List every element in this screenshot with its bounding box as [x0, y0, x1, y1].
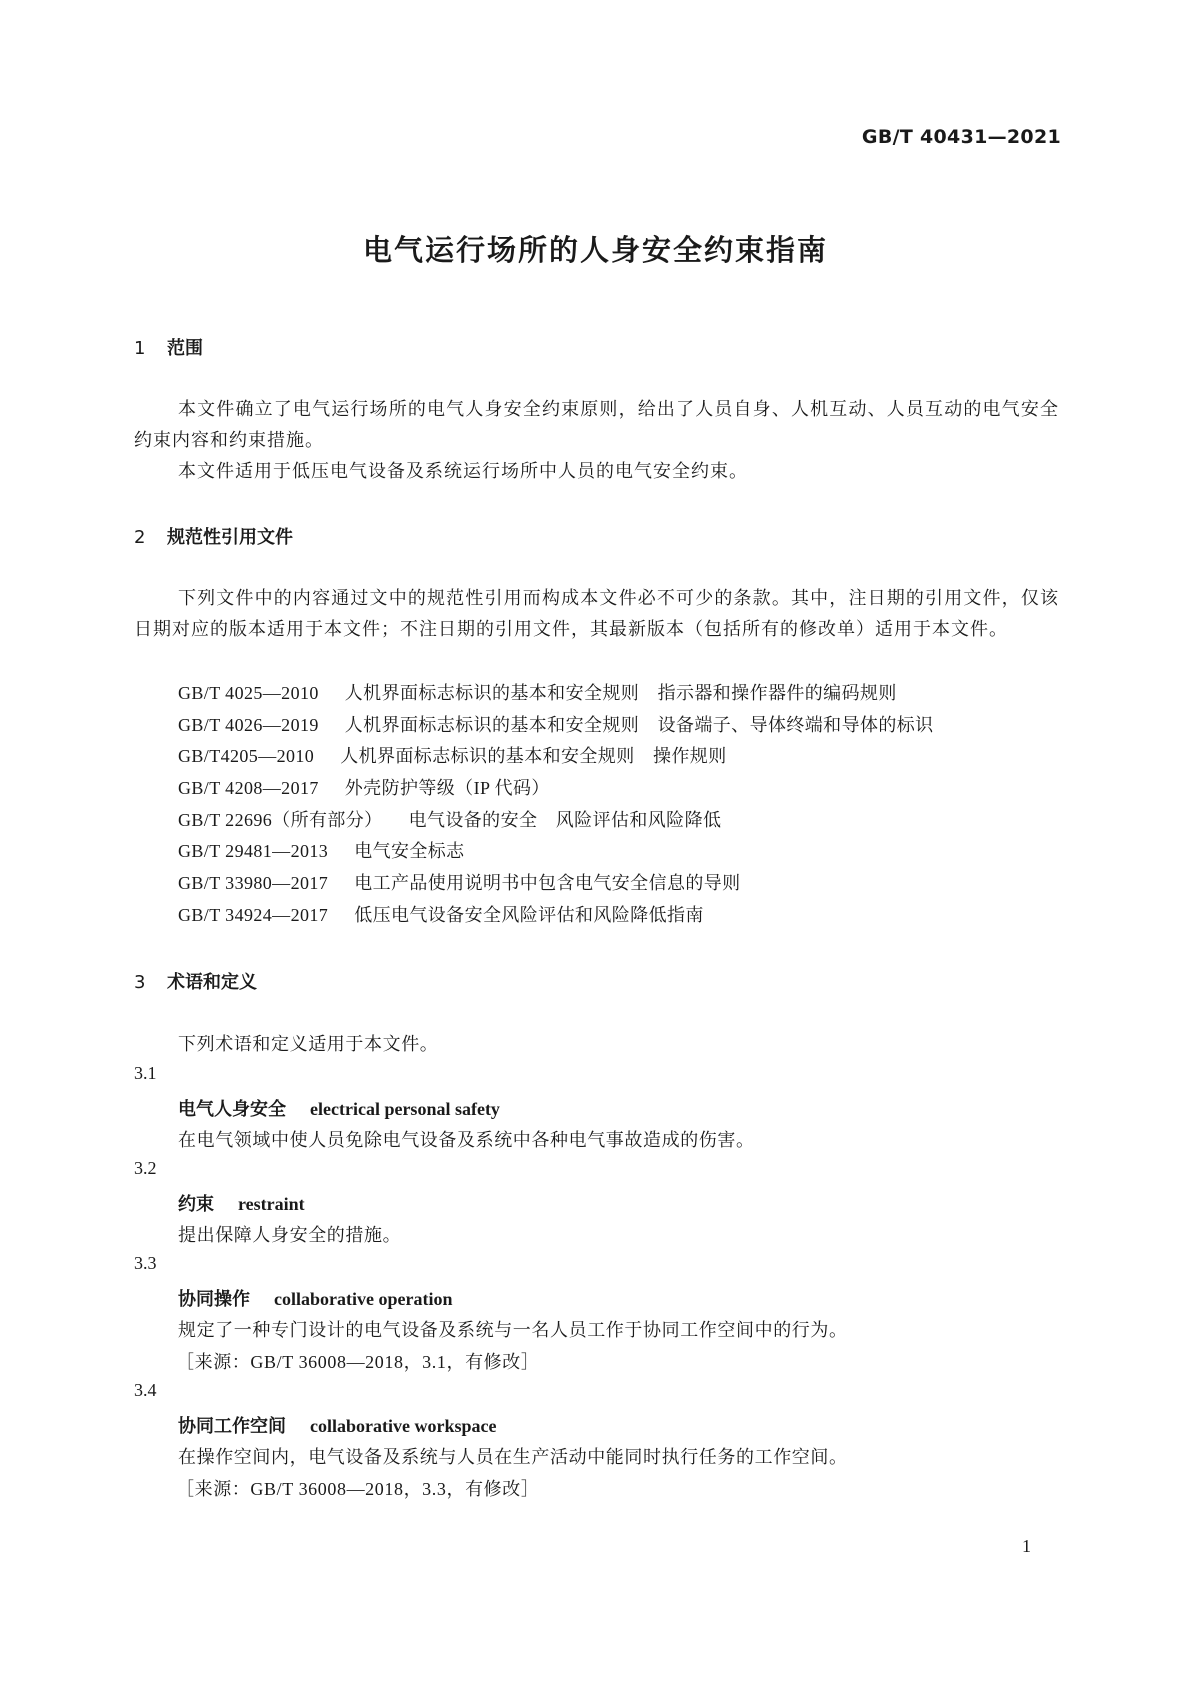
reference-item [178, 773, 934, 805]
term-definition: 提出保障人身安全的措施。 [178, 1225, 402, 1245]
reference-title: 低压电气设备安全风险评估和风险降低指南 [354, 904, 704, 925]
reference-title: 电气设备的安全 风险评估和风险降低 [408, 809, 722, 830]
term-definition: 规定了一种专门设计的电气设备及系统与一名人员工作于协同工作空间中的行为。 [178, 1320, 848, 1340]
section-title: 规范性引用文件 [167, 527, 293, 548]
term-heading [178, 1412, 496, 1438]
document-code: GB/T 40431—2021 [861, 126, 1061, 148]
term-number: 3.1 [134, 1063, 157, 1083]
reference-code: GB/T4205—2010 [178, 746, 315, 767]
reference-code: GB/T 33980—2017 [178, 873, 329, 894]
section-2-paragraph-1: 下列文件中的内容通过文中的规范性引用而构成本文件必不可少的条款。其中，注日期的引用文件，仅该日期对应的版本适用于本文件；不注日期的引用文件，其最新版本（包括所有的修改单）适用于本文件。 [134, 588, 1059, 639]
reference-title: 外壳防护等级（IP 代码） [344, 778, 550, 799]
reference-code: GB/T 34924—2017 [178, 904, 329, 925]
reference-item [178, 710, 934, 742]
section-title: 范围 [167, 338, 203, 359]
term-heading [178, 1095, 500, 1121]
reference-code: GB/T 22696（所有部分） [178, 809, 383, 830]
reference-item [178, 900, 934, 932]
reference-title: 人机界面标志标识的基本和安全规则 设备端子、导体终端和导体的标识 [344, 714, 934, 735]
term-english: electrical personal safety [310, 1099, 500, 1119]
document-title: 电气运行场所的人身安全约束指南 [362, 233, 828, 267]
section-3-intro: 下列术语和定义适用于本文件。 [178, 1034, 439, 1054]
term-number: 3.3 [134, 1253, 157, 1273]
section-number: 3 [134, 972, 146, 993]
term-source: ［来源：GB/T 36008—2018，3.1，有修改］ [176, 1352, 540, 1372]
term-chinese: 约束 [178, 1194, 214, 1215]
reference-title: 人机界面标志标识的基本和安全规则 指示器和操作器件的编码规则 [344, 683, 897, 703]
term-heading [178, 1285, 452, 1311]
term-english: collaborative workspace [310, 1416, 497, 1436]
term-heading [178, 1190, 305, 1216]
section-number: 1 [134, 338, 146, 359]
section-1-paragraph-1: 本文件确立了电气运行场所的电气人身安全约束原则，给出了人员自身、人机互动、人员互动的电气安全约束内容和约束措施。 [134, 399, 1059, 450]
reference-title: 电气安全标志 [354, 841, 465, 862]
reference-item [178, 868, 934, 900]
reference-item [178, 836, 934, 868]
reference-item [178, 805, 934, 837]
term-number: 3.4 [134, 1380, 157, 1400]
reference-item [178, 741, 934, 773]
reference-code: GB/T 4026—2019 [178, 714, 319, 735]
section-title: 术语和定义 [167, 972, 257, 993]
term-chinese: 协同操作 [178, 1289, 250, 1310]
term-source: ［来源：GB/T 36008—2018，3.3，有修改］ [176, 1479, 540, 1499]
section-1-heading [134, 334, 203, 360]
term-english: collaborative operation [274, 1289, 453, 1309]
term-number: 3.2 [134, 1158, 157, 1178]
section-number: 2 [134, 527, 146, 548]
normative-references-list [178, 678, 934, 932]
term-english: restraint [238, 1194, 305, 1214]
term-definition: 在操作空间内，电气设备及系统与人员在生产活动中能同时执行任务的工作空间。 [178, 1447, 848, 1467]
section-2-heading [134, 523, 293, 549]
page-number: 1 [1022, 1536, 1031, 1556]
term-definition: 在电气领域中使人员免除电气设备及系统中各种电气事故造成的伤害。 [178, 1130, 755, 1150]
term-chinese: 协同工作空间 [178, 1416, 286, 1437]
reference-title: 电工产品使用说明书中包含电气安全信息的导则 [354, 873, 741, 894]
term-chinese: 电气人身安全 [178, 1099, 286, 1120]
reference-code: GB/T 29481—2013 [178, 841, 329, 862]
reference-code: GB/T 4025—2010 [178, 683, 319, 703]
section-1-paragraph-2: 本文件适用于低压电气设备及系统运行场所中人员的电气安全约束。 [178, 461, 748, 481]
reference-title: 人机界面标志标识的基本和安全规则 操作规则 [340, 746, 727, 767]
section-3-heading [134, 968, 257, 994]
reference-item [178, 678, 934, 710]
reference-code: GB/T 4208—2017 [178, 778, 319, 799]
